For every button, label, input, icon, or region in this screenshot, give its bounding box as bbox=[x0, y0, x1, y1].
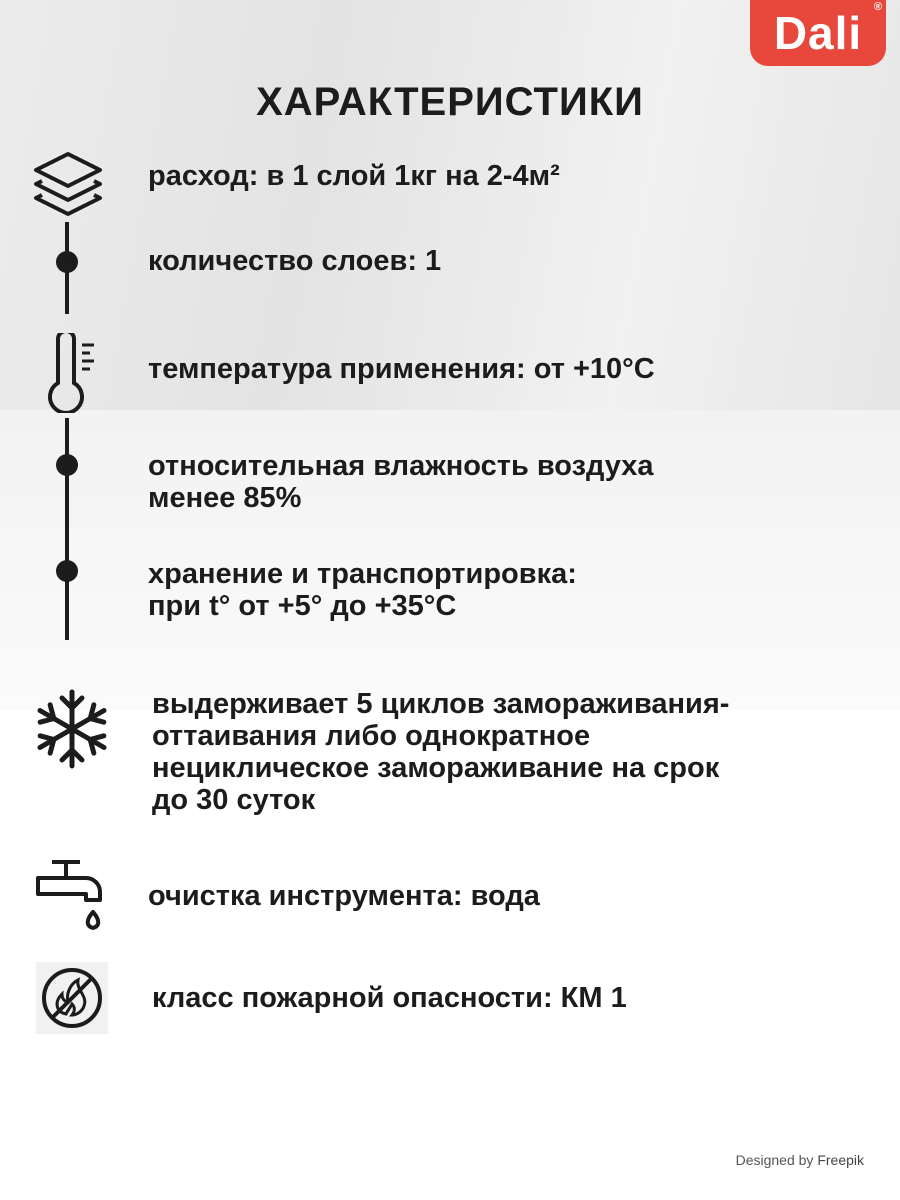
spec-line: расход: в 1 слой 1кг на 2-4м² bbox=[148, 160, 560, 192]
spec-line: хранение и транспортировка: bbox=[148, 558, 577, 590]
page-title: ХАРАКТЕРИСТИКИ bbox=[256, 80, 644, 124]
spec-line: относительная влажность воздуха bbox=[148, 450, 654, 482]
spec-line: очистка инструмента: вода bbox=[148, 880, 540, 912]
spec-fire-class bbox=[152, 982, 627, 1014]
spec-consumption bbox=[148, 160, 560, 192]
brand-name: Dali bbox=[773, 7, 863, 59]
spec-line: температура применения: от +10°С bbox=[148, 353, 655, 385]
timeline-dot-icon bbox=[56, 454, 78, 476]
credit-prefix: Designed by bbox=[735, 1152, 818, 1168]
spec-humidity bbox=[148, 450, 654, 514]
spec-line: класс пожарной опасности: КМ 1 bbox=[152, 982, 627, 1014]
thermometer-icon bbox=[44, 333, 100, 413]
brand-logo bbox=[750, 0, 886, 66]
water-tap-icon bbox=[34, 856, 110, 936]
spec-line: оттаивания либо однократное bbox=[152, 720, 591, 752]
timeline-dot-icon bbox=[56, 560, 78, 582]
spec-freeze-thaw bbox=[152, 688, 729, 816]
spec-storage bbox=[148, 558, 577, 622]
timeline-dot-icon bbox=[56, 251, 78, 273]
credit-brand: Freepik bbox=[817, 1152, 864, 1168]
layers-icon bbox=[30, 148, 106, 222]
designer-credit bbox=[736, 1152, 864, 1168]
spec-line: при t° от +5° до +35°С bbox=[148, 590, 457, 622]
no-fire-icon bbox=[36, 962, 108, 1034]
spec-layers bbox=[148, 245, 441, 277]
snowflake-icon bbox=[30, 686, 114, 772]
spec-line: выдерживает 5 циклов замораживания- bbox=[152, 688, 730, 720]
spec-line: количество слоев: 1 bbox=[148, 245, 442, 277]
spec-line: менее 85% bbox=[148, 482, 302, 514]
timeline-connector-2 bbox=[55, 418, 79, 640]
registered-mark: ® bbox=[873, 1, 882, 13]
spec-application-temperature bbox=[148, 353, 655, 385]
spec-tool-cleaning bbox=[148, 880, 540, 912]
timeline-connector-1 bbox=[55, 222, 79, 314]
spec-line: до 30 суток bbox=[152, 784, 316, 816]
spec-line: нециклическое замораживание на срок bbox=[152, 752, 720, 784]
